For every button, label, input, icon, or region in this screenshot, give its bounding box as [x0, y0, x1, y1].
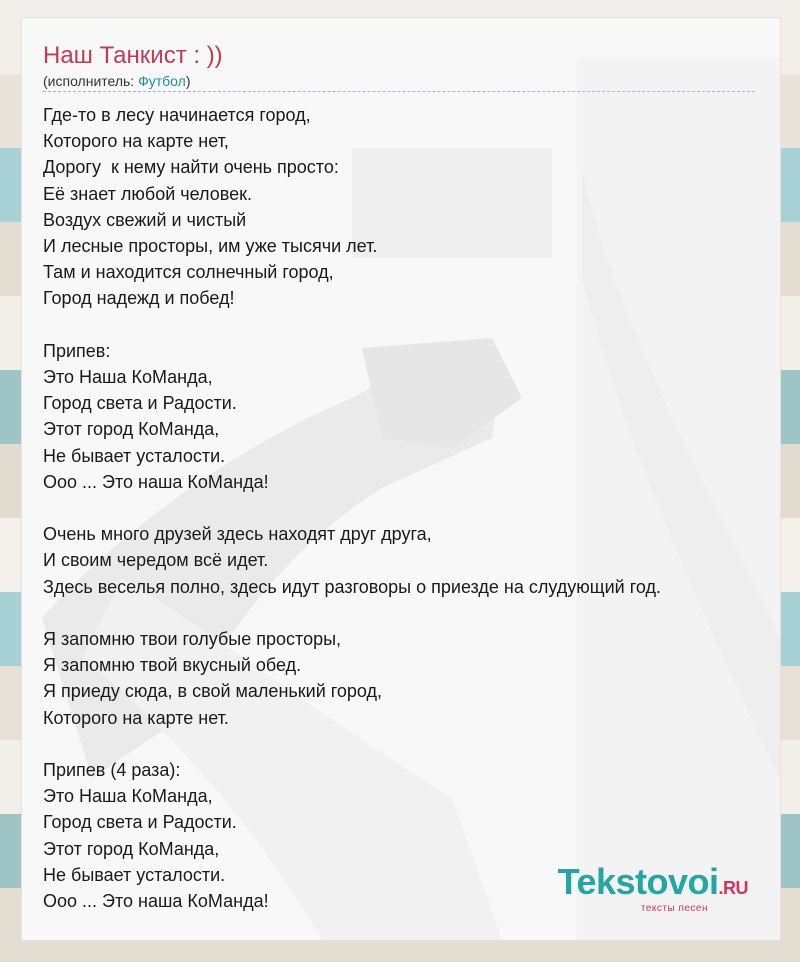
artist-link[interactable]: Футбол: [138, 73, 186, 89]
artist-line: [43, 72, 759, 90]
logo-suffix: .RU: [718, 878, 748, 898]
site-logo[interactable]: [558, 863, 748, 914]
logo-tagline: тексты песен: [640, 903, 708, 914]
lyrics-card: [22, 18, 780, 940]
lyrics-text: Где-то в лесу начинается город, Которого на карте нет, Дорогу к нему найти очень просто: Её знает любой человек. Воздух свежий и чистый И лесные просторы, им уже тысячи лет. Там и находится солнечный город, Город надежд и побед! Припев: Это Наша КоМанда, Город света и Радости. Этот город КоМанда, Не бывает усталости. Ооо ... Это наша КоМанда! Очень много друзей здесь находят друг друга, И своим чередом всё идет. Здесь веселья полно, здесь идут разговоры о приезде на слудующий год. Я запомню твои голубые просторы, Я запомню твой вкусный обед. Я приеду сюда, в свой маленький город, Которого на карте нет. Припев (4 раза): Это Наша КоМанда, Город света и Радости. Этот город КоМанда, Не бывает усталости. Ооо ... Это наша КоМанда!: [43, 105, 662, 912]
artist-prefix: (исполнитель:: [43, 73, 139, 89]
logo-name: Tekstovoi: [557, 861, 719, 902]
artist-suffix: ): [185, 73, 191, 89]
title-divider: [43, 91, 755, 92]
song-content: [43, 42, 759, 914]
song-title: Наш Танкист : )): [43, 42, 223, 69]
logo-wordmark: [558, 863, 748, 907]
